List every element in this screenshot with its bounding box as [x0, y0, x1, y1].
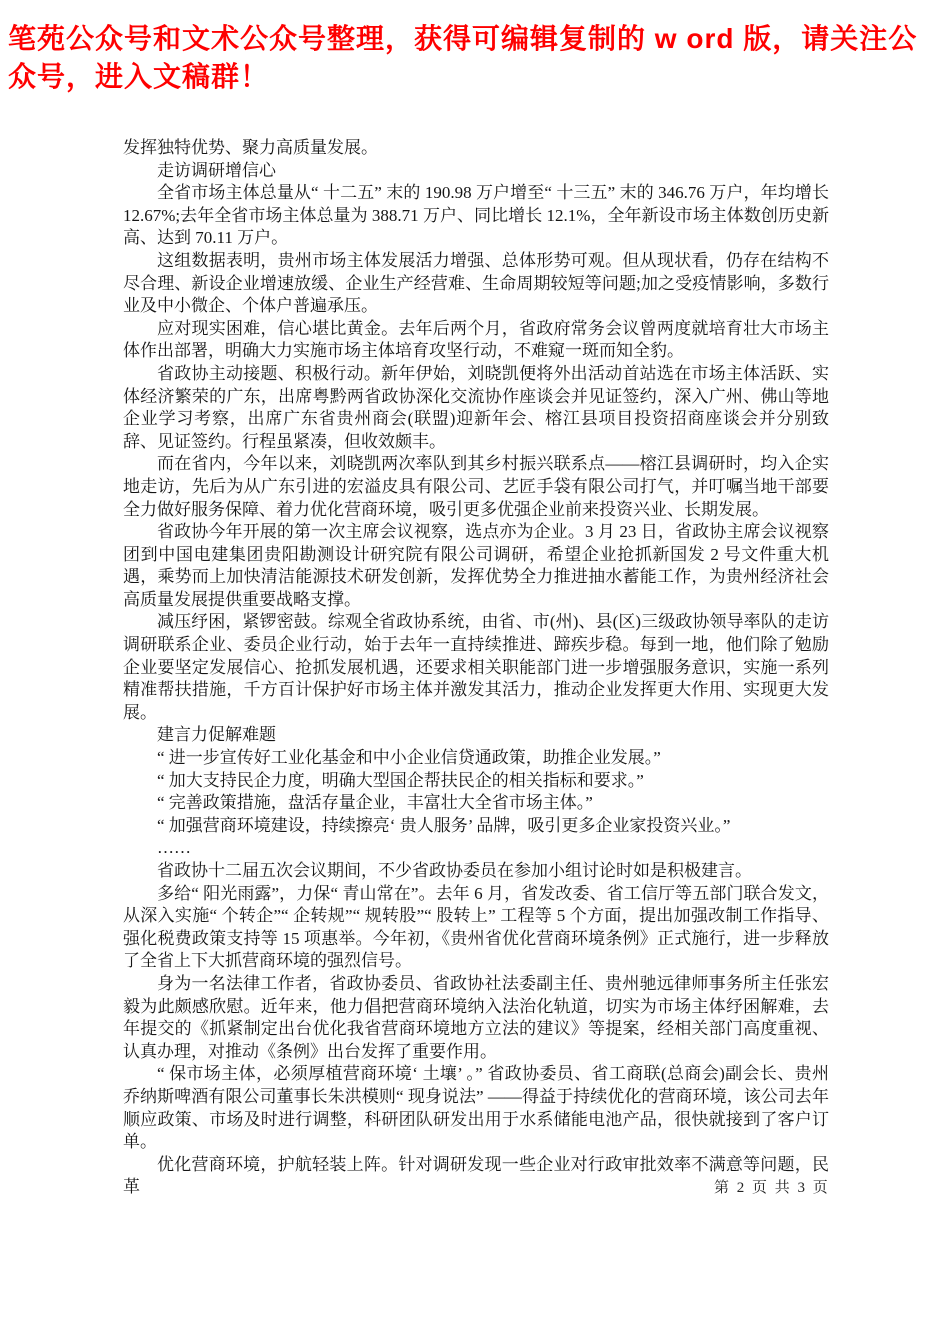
- paragraph: 省政协主动接题、积极行动。新年伊始，刘晓凯便将外出活动首站选在市场主体活跃、实体经济繁荣的广东，出席粤黔两省政协深化交流协作座谈会并见证签约，深入广州、佛山等地企业学习考察，出席广东省贵州商会(联盟)迎新年会、榕江县项目投资招商座谈会并分别致辞、见证签约。行程虽紧凑，但收效颇丰。: [123, 363, 829, 451]
- paragraph: 省政协今年开展的第一次主席会议视察，选点亦为企业。3 月 23 日，省政协主席会议视察团到中国电建集团贵阳勘测设计研究院有限公司调研，希望企业抢抓新国发 2 号文件重大机遇，乘势而上加快清洁能源技术研发创新，发挥优势全力推进抽水蓄能工作，为贵州经济社会高质量发展提供重要战略支撑。: [123, 522, 829, 609]
- paragraph: “ 完善政策措施，盘活存量企业，丰富壮大全省市场主体。”: [157, 793, 593, 813]
- paragraph: “ 保市场主体，必须厚植营商环境‘ 土壤’ 。” 省政协委员、省工商联(总商会)副会长、贵州乔纳斯啤酒有限公司董事长朱洪模则“ 现身说法” ——得益于持续优化的营商环境，该公司去年顺应政策、市场及时进行调整，科研团队研发出用于水系储能电池产品，很快就接到了客户订单。: [123, 1064, 829, 1152]
- paragraph: 省政协十二届五次会议期间，不少省政协委员在参加小组讨论时如是积极建言。: [157, 861, 752, 880]
- paragraph: 优化营商环境，护航轻装上阵。针对调研发现一些企业对行政审批效率不满意等问题，民革: [123, 1154, 829, 1197]
- promo-banner-text: 笔苑公众号和文术公众号整理，获得可编辑复制的 w ord 版，请关注公众号，进入文稿群！: [8, 23, 918, 92]
- paragraph: ……: [157, 838, 191, 858]
- paragraph: “ 加强营商环境建设，持续擦亮‘ 贵人服务’ 品牌，吸引更多企业家投资兴业。”: [157, 815, 731, 835]
- paragraph: 这组数据表明，贵州市场主体发展活力增强、总体形势可观。但从现状看，仍存在结构不尽合理、新设企业增速放缓、企业生产经营难、生命周期较短等问题;加之受疫情影响，多数行业及中小微企、个体户普遍承压。: [123, 250, 829, 316]
- paragraph: 全省市场主体总量从“ 十二五” 末的 190.98 万户增至“ 十三五” 末的 346.76 万户，年均增长 12.67%;去年全省市场主体总量为 388.71 万户、同比增长 12.1%，全年新设市场主体数创历史新高、达到 70.11 万户。: [123, 183, 829, 248]
- document-body: [123, 137, 829, 1199]
- paragraph: 发挥独特优势、聚力高质量发展。: [123, 138, 378, 157]
- paragraph: 应对现实困难，信心堪比黄金。去年后两个月，省政府常务会议曾两度就培育壮大市场主体作出部署，明确大力实施市场主体培育攻坚行动，不难窥一斑而知全豹。: [123, 318, 829, 361]
- paragraph: 减压纾困，紧锣密鼓。综观全省政协系统，由省、市(州)、县(区)三级政协领导率队的走访调研联系企业、委员企业行动，始于去年一直持续推进、蹄疾步稳。每到一地，他们除了勉励企业要坚定发展信心、抢抓发展机遇，还要求相关职能部门进一步增强服务意识，实施一系列精准帮扶措施，千方百计保护好市场主体并激发其活力，推动企业发挥更大作用、实现更大发展。: [123, 612, 829, 722]
- paragraph: 走访调研增信心: [157, 160, 276, 180]
- paragraph: 身为一名法律工作者，省政协委员、省政协社法委副主任、贵州驰远律师事务所主任张宏毅为此颇感欣慰。近年来，他力倡把营商环境纳入法治化轨道，切实为市场主体纾困解难，去年提交的《抓紧制定出台优化我省营商环境地方立法的建议》等提案，经相关部门高度重视、认真办理，对推动《条例》出台发挥了重要作用。: [123, 973, 829, 1061]
- paragraph: 多给“ 阳光雨露”，力保“ 青山常在”。去年 6 月，省发改委、省工信厅等五部门联合发文，从深入实施“ 个转企”“ 企转规”“ 规转股”“ 股转上” 工程等 5 个方面，提出加强改制工作指导、强化税费政策支持等 15 项惠举。今年初，《贵州省优化营商环境条例》正式施行，进一步释放了全省上下大抓营商环境的强烈信号。: [123, 883, 829, 971]
- paragraph: “ 加大支持民企力度，明确大型国企帮扶民企的相关指标和要求。”: [157, 770, 644, 790]
- paragraph: “ 进一步宣传好工业化基金和中小企业信贷通政策，助推企业发展。”: [157, 748, 661, 768]
- paragraph: 建言力促解难题: [157, 725, 276, 745]
- paragraph: 而在省内，今年以来，刘晓凯两次率队到其乡村振兴联系点——榕江县调研时，均入企实地走访，先后为从广东引进的宏溢皮具有限公司、艺匠手袋有限公司打气，并叮嘱当地干部要全力做好服务保障、着力优化营商环境，吸引更多优强企业前来投资兴业、长期发展。: [123, 454, 829, 519]
- page-number: 第 2 页 共 3 页: [714, 1180, 830, 1196]
